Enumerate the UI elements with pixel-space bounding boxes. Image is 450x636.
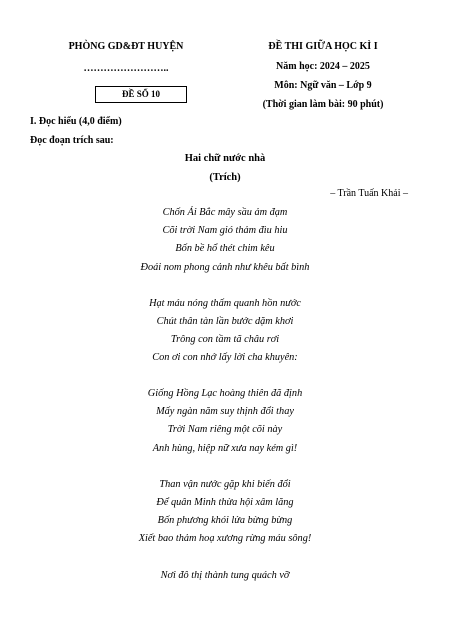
subject-grade: Môn: Ngữ văn – Lớp 9 (274, 80, 372, 91)
poem-line: Chốn Ải Bắc mây sầu ảm đạm (162, 207, 288, 218)
poem-line: Hạt máu nóng thấm quanh hồn nước (149, 298, 301, 309)
department-name: PHÒNG GD&ĐT HUYỆN (68, 41, 184, 52)
poem-title: Hai chữ nước nhà (184, 153, 266, 164)
poem-line: Bốn phương khói lửa bừng bừng (157, 515, 293, 526)
exam-code-box (95, 86, 187, 103)
poem-line: Cõi trời Nam gió thảm đìu hiu (162, 225, 288, 236)
time-allowed: (Thời gian làm bài: 90 phút) (262, 99, 384, 110)
poem-line: Để quân Minh thừa hội xâm lăng (156, 497, 294, 508)
poem-author: – Trần Tuấn Khải – (330, 188, 408, 199)
poem-line: Giống Hồng Lạc hoàng thiên đã định (147, 388, 303, 399)
school-year: Năm học: 2024 – 2025 (276, 61, 370, 72)
district-placeholder: …………………….. (83, 63, 169, 74)
poem-line: Nơi đô thị thành tung quách vỡ (160, 570, 290, 581)
poem-subtitle: (Trích) (209, 172, 241, 183)
poem-line: Than vận nước gặp khi biến đổi (159, 479, 291, 490)
poem-line: Anh hùng, hiệp nữ xưa nay kém gì! (152, 443, 298, 454)
poem-line: Chút thân tàn lần bước dặm khơi (156, 316, 294, 327)
poem-line: Bốn bề hổ thét chim kêu (175, 243, 275, 254)
poem-line: Con ơi con nhớ lấy lời cha khuyên: (152, 352, 298, 363)
section-instruction: Đọc đoạn trích sau: (30, 135, 114, 146)
poem-line: Xiết bao thảm hoạ xương rừng máu sông! (138, 533, 312, 544)
poem-line: Trời Nam riêng một cõi này (167, 424, 283, 435)
exam-title: ĐỀ THI GIỮA HỌC KÌ I (268, 41, 378, 52)
exam-code: ĐỀ SỐ 10 (121, 89, 160, 99)
poem-line: Đoái nom phong cảnh như khêu bất bình (140, 262, 310, 273)
poem-line: Mấy ngàn năm suy thịnh đổi thay (156, 406, 294, 417)
poem-line: Trông con tầm tã châu rơi (170, 334, 280, 345)
section-heading: I. Đọc hiểu (4,0 điểm) (30, 116, 122, 127)
